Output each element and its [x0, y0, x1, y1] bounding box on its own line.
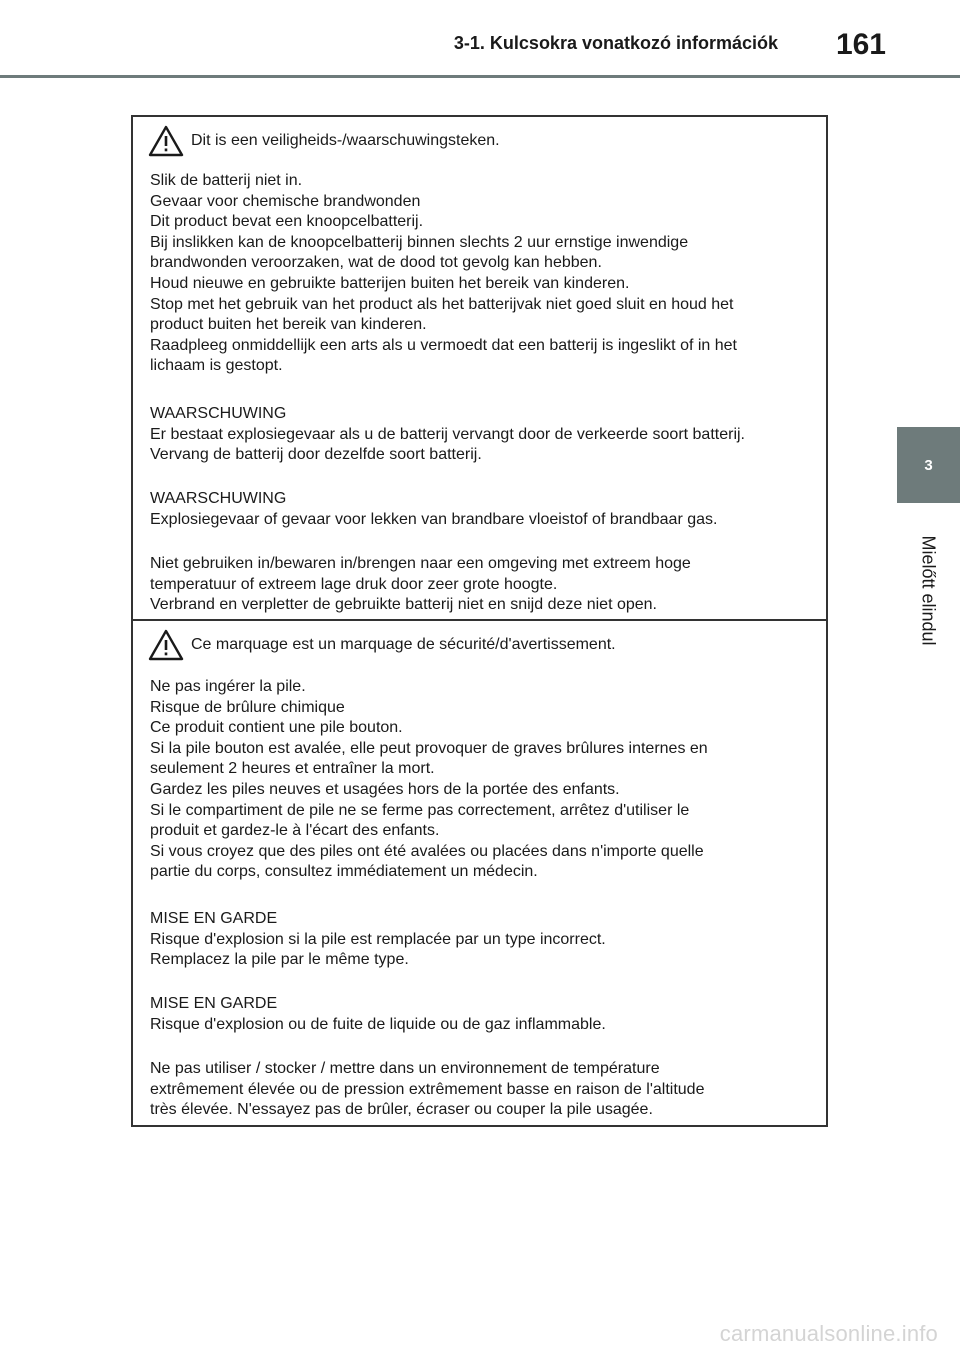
dutch-sign-row: [148, 123, 500, 159]
french-ingestion-warning: [150, 677, 818, 883]
warning-heading: WAARSCHUWING: [150, 405, 287, 422]
dutch-replacement-warning: [150, 404, 818, 466]
french-sign-text: Ce marquage est un marquage de sécurité/d'avertissement.: [191, 636, 616, 653]
warning-heading: MISE EN GARDE: [150, 910, 278, 927]
dutch-section: [133, 117, 826, 619]
text-line: Bij inslikken kan de knoopcelbatterij binnen slechts 2 uur ernstige inwendige: [150, 233, 689, 251]
text-line: product buiten het bereik van kinderen.: [150, 316, 427, 334]
battery-warning-box: [131, 115, 828, 1127]
text-line: partie du corps, consultez immédiatement un médecin.: [150, 863, 538, 881]
text-line: Gevaar voor chemische brandwonden: [150, 192, 421, 210]
text-line: Vervang de batterij door dezelfde soort batterij.: [150, 446, 482, 464]
text-line: brandwonden veroorzaken, wat de dood tot gevolg kan hebben.: [150, 254, 602, 272]
text-line: Si vous croyez que des piles ont été avalées ou placées dans n'importe quelle: [150, 842, 704, 860]
text-line: extrêmement élevée ou de pression extrêmement basse en raison de l'altitude: [150, 1080, 705, 1098]
text-line: Dit product bevat een knoopcelbatterij.: [150, 213, 424, 231]
text-line: Ne pas utiliser / stocker / mettre dans un environnement de température: [150, 1060, 660, 1077]
text-line: très élevée. N'essayez pas de brûler, écraser ou couper la pile usagée.: [150, 1101, 653, 1119]
text-line: Si le compartiment de pile ne se ferme pas correctement, arrêtez d'utiliser le: [150, 801, 690, 819]
french-section: [133, 619, 826, 1127]
page-number: 161: [835, 28, 886, 61]
text-line: Niet gebruiken in/bewaren in/brengen naar een omgeving met extreem hoge: [150, 555, 691, 572]
french-sign-row: [148, 627, 616, 663]
text-line: Risque d'explosion si la pile est remplacée par un type incorrect.: [150, 930, 606, 948]
text-line: Risque de brûlure chimique: [150, 698, 345, 716]
text-line: temperatuur of extreem lage druk door zeer grote hoogte.: [150, 575, 558, 593]
dutch-explosion-warning: [150, 489, 818, 530]
header-rule: [0, 75, 960, 78]
text-line: Slik de batterij niet in.: [150, 172, 303, 189]
text-line: seulement 2 heures et entraîner la mort.: [150, 760, 435, 778]
text-line: Risque d'explosion ou de fuite de liquide ou de gaz inflammable.: [150, 1015, 606, 1033]
french-replacement-warning: [150, 909, 818, 971]
warning-heading: MISE EN GARDE: [150, 995, 278, 1012]
warning-triangle-icon: [148, 125, 184, 157]
text-line: lichaam is gestopt.: [150, 357, 283, 375]
text-line: Remplacez la pile par le même type.: [150, 951, 409, 969]
text-line: Gardez les piles neuves et usagées hors de la portée des enfants.: [150, 780, 620, 798]
text-line: Si la pile bouton est avalée, elle peut provoquer de graves brûlures internes en: [150, 739, 708, 757]
chapter-label: Mielőtt elindul: [919, 534, 939, 646]
text-line: Houd nieuwe en gebruikte batterijen buiten het bereik van kinderen.: [150, 274, 630, 292]
text-line: Explosiegevaar of gevaar voor lekken van brandbare vloeistof of brandbaar gas.: [150, 510, 718, 528]
text-line: Er bestaat explosiegevaar als u de batterij vervangt door de verkeerde soort batterij.: [150, 425, 745, 443]
warning-heading: WAARSCHUWING: [150, 490, 287, 507]
dutch-ingestion-warning: [150, 171, 818, 377]
page-header: [0, 0, 960, 80]
french-explosion-warning: [150, 994, 818, 1035]
text-line: Ne pas ingérer la pile.: [150, 678, 306, 695]
text-line: Raadpleeg onmiddellijk een arts als u vermoedt dat een batterij is ingeslikt of in het: [150, 336, 737, 354]
dutch-sign-text: Dit is een veiligheids-/waarschuwingsteken.: [191, 132, 500, 149]
french-environment-warning: [150, 1059, 818, 1121]
text-line: Ce produit contient une pile bouton.: [150, 719, 403, 737]
text-line: Verbrand en verpletter de gebruikte batterij niet en snijd deze niet open.: [150, 596, 657, 614]
chapter-number: 3: [924, 456, 933, 474]
watermark: carmanualsonline.info: [719, 1321, 938, 1346]
warning-triangle-icon: [148, 629, 184, 661]
chapter-label-container: [897, 520, 960, 660]
chapter-tab[interactable]: [897, 427, 960, 503]
section-title: 3-1. Kulcsokra vonatkozó információk: [453, 33, 778, 53]
dutch-environment-warning: [150, 554, 818, 616]
text-line: Stop met het gebruik van het product als het batterijvak niet goed sluit en houd het: [150, 295, 734, 313]
text-line: produit et gardez-le à l'écart des enfants.: [150, 822, 440, 840]
